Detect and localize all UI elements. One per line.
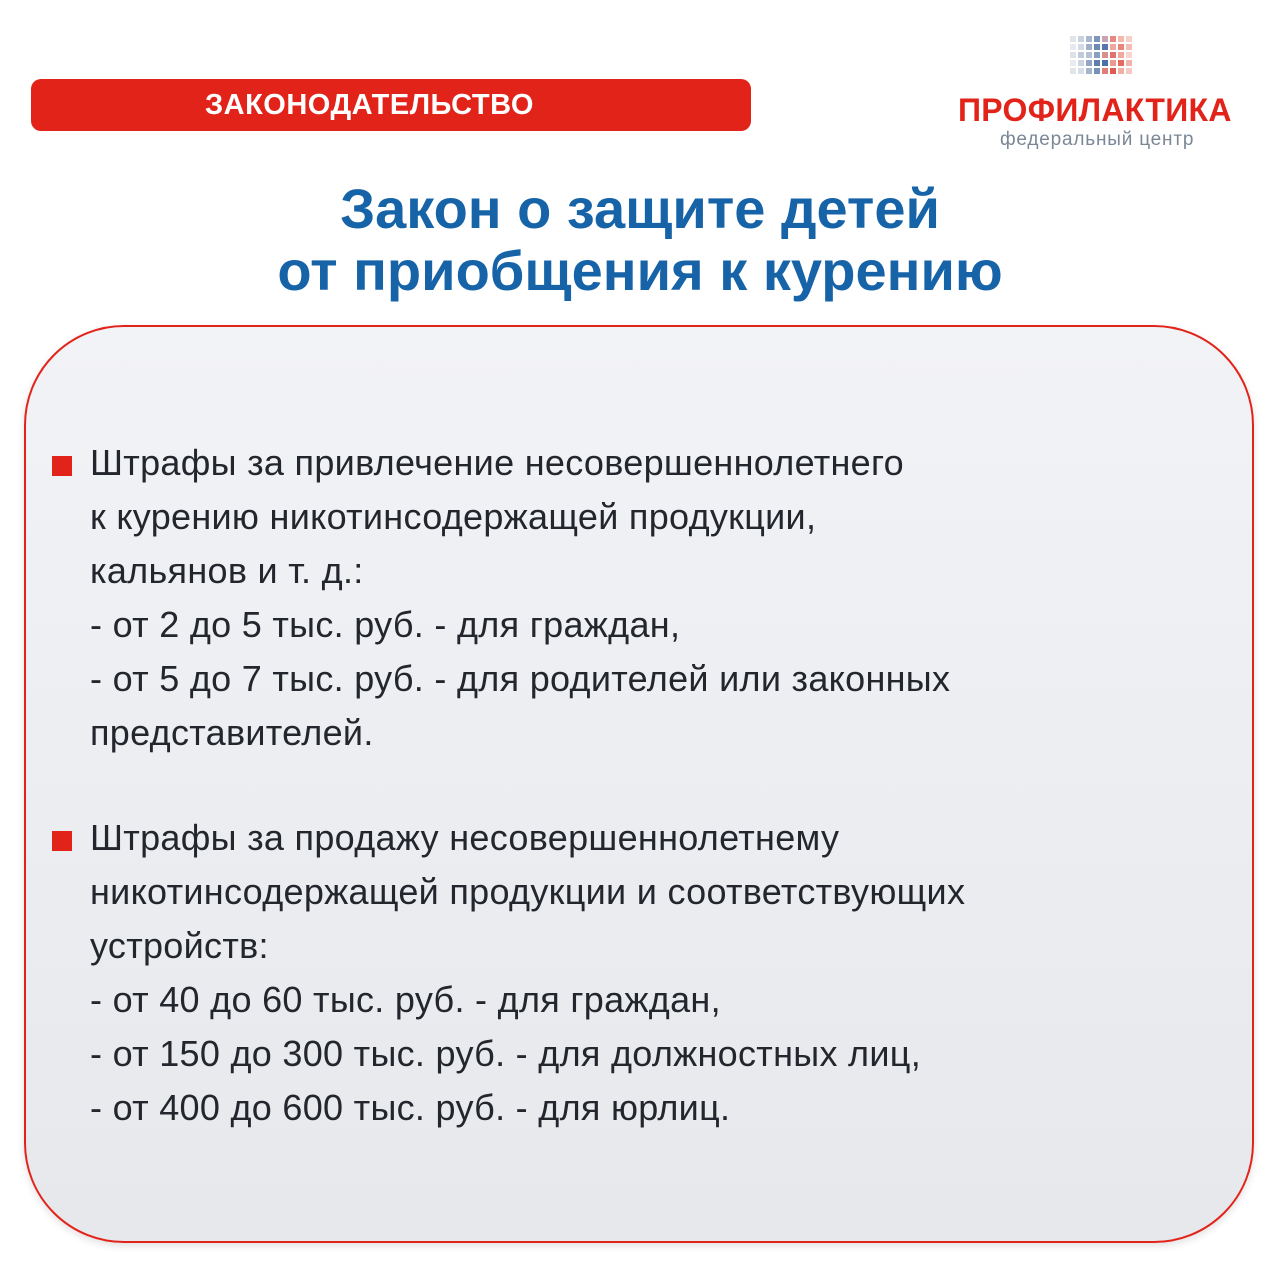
section-line: представителей.	[90, 712, 374, 753]
section-line: устройств:	[90, 925, 269, 966]
bullet-square-icon	[52, 831, 72, 851]
bullet-square-icon	[52, 456, 72, 476]
page-title-line-1: Закон о защите детей	[340, 177, 940, 240]
section-line: к курению никотинсодержащей продукции,	[90, 496, 817, 537]
section-line: Штрафы за продажу несовершеннолетнему	[90, 817, 840, 858]
section-line: Штрафы за привлечение несовершеннолетнего	[90, 442, 904, 483]
category-banner	[31, 79, 751, 131]
section-line: - от 400 до 600 тыс. руб. - для юрлиц.	[90, 1087, 731, 1128]
section-line: - от 5 до 7 тыс. руб. - для родителей или законных	[90, 658, 951, 699]
fine-section-involvement	[66, 436, 1216, 760]
section-line: кальянов и т. д.:	[90, 550, 364, 591]
logo	[950, 30, 1250, 160]
section-line: никотинсодержащей продукции и соответствующих	[90, 871, 966, 912]
fine-section-sales	[66, 811, 1216, 1135]
category-label: ЗАКОНОДАТЕЛЬСТВО	[205, 88, 534, 121]
section-line: - от 2 до 5 тыс. руб. - для граждан,	[90, 604, 681, 645]
section-line: - от 40 до 60 тыс. руб. - для граждан,	[90, 979, 721, 1020]
section-line: - от 150 до 300 тыс. руб. - для должностных лиц,	[90, 1033, 921, 1074]
page-title-line-2: от приобщения к курению	[277, 239, 1003, 302]
logo-subtitle: федеральный центр	[1000, 129, 1195, 150]
logo-mosaic-icon	[1068, 32, 1138, 82]
logo-name: ПРОФИЛАКТИКА	[958, 92, 1232, 128]
page-title	[0, 178, 1280, 302]
